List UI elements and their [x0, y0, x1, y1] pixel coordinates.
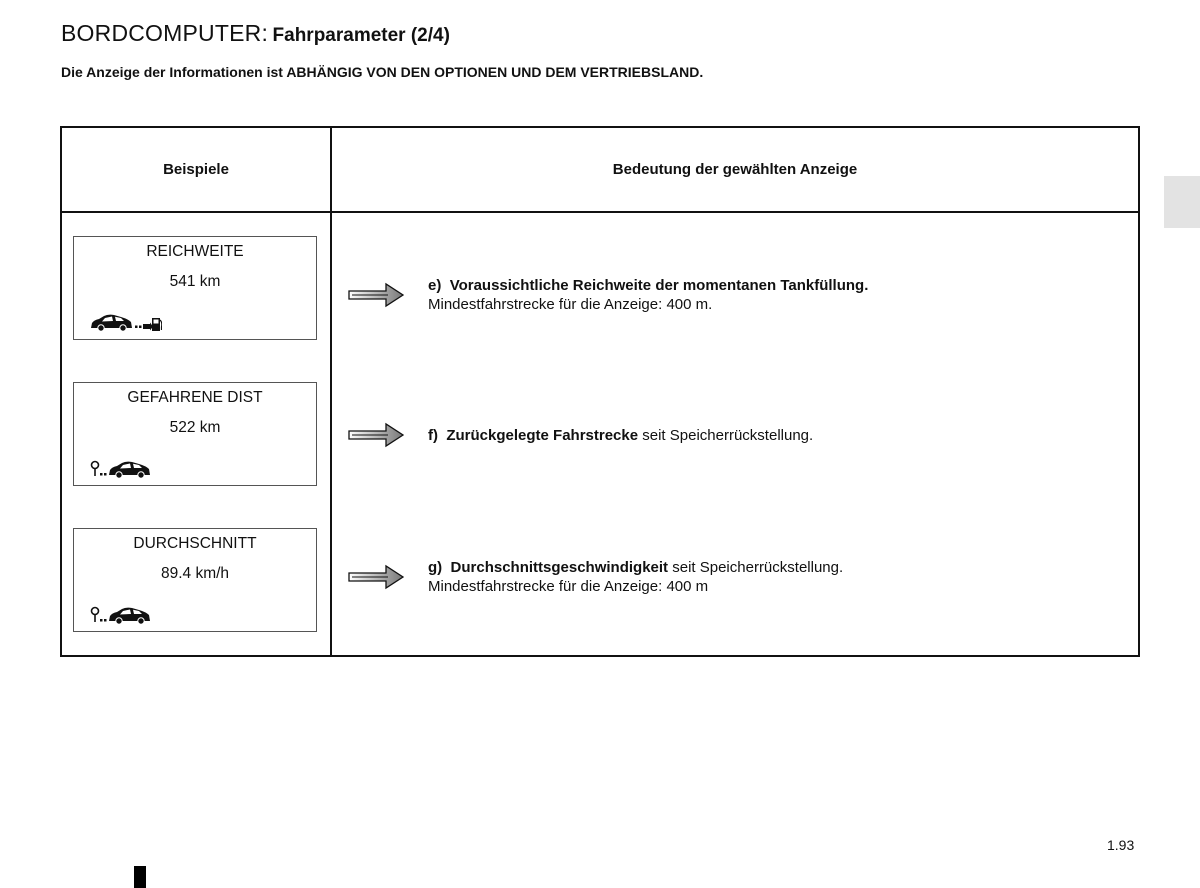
display-example-average	[73, 528, 317, 632]
arrow-right-icon	[348, 422, 404, 448]
description-row-f	[348, 422, 813, 448]
display-label: REICHWEITE	[146, 243, 244, 260]
description-text	[428, 276, 868, 314]
column-header-meaning: Bedeutung der gewählten Anzeige	[612, 161, 858, 178]
chapter-tab	[1164, 176, 1200, 228]
arrow-right-icon	[348, 564, 404, 590]
page-title	[61, 20, 450, 47]
parameter-table	[60, 126, 1140, 657]
header-divider	[62, 211, 1138, 213]
car-to-fuel-pump-icon	[90, 312, 162, 334]
crop-mark	[134, 866, 146, 888]
arrow-right-icon	[348, 282, 404, 308]
item-suffix: seit Speicherrückstellung.	[638, 426, 814, 444]
description-row-e	[348, 276, 868, 314]
column-header-examples: Beispiele	[163, 161, 229, 178]
description-text	[428, 426, 813, 445]
display-label: GEFAHRENE DIST	[127, 389, 263, 406]
title-sub: Fahrparameter (2/4)	[272, 25, 450, 46]
display-label: DURCHSCHNITT	[133, 535, 257, 552]
item-title: Durchschnittsgeschwindigkeit	[450, 559, 669, 576]
description-text	[428, 558, 843, 596]
item-letter: f)	[428, 426, 438, 444]
item-letter: e)	[428, 277, 442, 294]
item-suffix: seit Speicherrückstellung.	[668, 559, 844, 576]
display-example-distance	[73, 382, 317, 486]
display-value: 541 km	[169, 273, 221, 290]
item-note: Mindestfahrstrecke für die Anzeige: 400 m	[428, 578, 709, 595]
page-number: 1.93	[1107, 837, 1135, 853]
display-value: 89.4 km/h	[160, 565, 230, 582]
item-title: Zurückgelegte Fahrstrecke	[446, 426, 639, 444]
title-main: BORDCOMPUTER:	[61, 20, 269, 46]
display-value: 522 km	[169, 419, 221, 436]
availability-notice: Die Anzeige der Informationen ist ABHÄNGIG VON DEN OPTIONEN UND DEM VERTRIEBSLAND.	[61, 64, 704, 80]
description-row-g	[348, 558, 843, 596]
item-note: Mindestfahrstrecke für die Anzeige: 400 m.	[428, 296, 713, 313]
item-letter: g)	[428, 559, 443, 576]
start-pin-to-car-icon	[90, 458, 162, 480]
item-title: Voraussichtliche Reichweite der momentanen Tankfüllung.	[449, 277, 869, 294]
display-example-range	[73, 236, 317, 340]
start-pin-to-car-icon	[90, 604, 162, 626]
